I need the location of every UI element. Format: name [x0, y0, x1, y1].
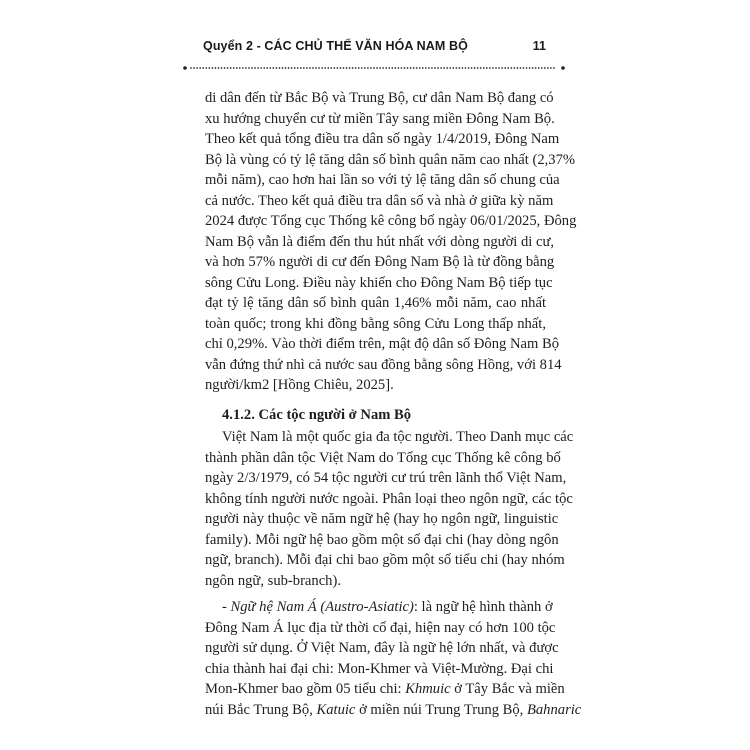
divider-dot	[230, 67, 232, 69]
divider-dot	[489, 67, 491, 69]
divider-dot	[428, 67, 430, 69]
divider-dot	[434, 67, 436, 69]
divider-dot	[340, 67, 342, 69]
divider-dot	[446, 67, 448, 69]
text-span: Mon-Khmer bao gồm 05 tiểu chi:	[205, 681, 406, 697]
divider-dot	[196, 67, 198, 69]
paragraph-migration	[205, 88, 577, 396]
divider-dot	[474, 67, 476, 69]
text-line	[205, 679, 565, 700]
divider-dot	[309, 67, 311, 69]
divider-dot	[407, 67, 409, 69]
text-line: chỉ 0,29%. Vào thời điểm trên, mật độ dân số Đông Nam Bộ	[205, 336, 559, 352]
divider-dot	[413, 67, 415, 69]
text-line: vẫn đứng thứ nhì cả nước sau đồng bằng sông Hồng, với 814	[205, 356, 562, 373]
divider-dot	[422, 67, 424, 69]
divider-dot	[306, 67, 308, 69]
divider-dot	[279, 67, 281, 69]
text-line	[205, 700, 582, 721]
divider-dot	[257, 67, 259, 69]
divider-dot	[361, 67, 363, 69]
divider-dot	[398, 67, 400, 69]
text-line: Nam Bộ vẫn là điểm đến thu hút nhất với dòng người di cư,	[205, 233, 555, 250]
divider-dot	[425, 67, 427, 69]
divider-dot	[410, 67, 412, 69]
text-line: Đông Nam Á lục địa từ thời cổ đại, hiện nay có hơn 100 tộc	[205, 619, 556, 636]
text-line: mỗi năm), cao hơn hai lần so với tỷ lệ tăng dân số chung của	[205, 172, 560, 188]
divider-dot	[221, 67, 223, 69]
divider-dot	[495, 67, 497, 69]
term-katuic: Katuic	[316, 701, 356, 718]
divider-dot	[358, 67, 360, 69]
divider-dot	[465, 67, 467, 69]
text-line: ngôn ngữ, sub-branch).	[205, 572, 341, 589]
divider-dot	[443, 67, 445, 69]
divider-dot	[282, 67, 284, 69]
divider-dot	[561, 66, 565, 70]
divider-dot	[404, 67, 406, 69]
divider-dot	[273, 67, 275, 69]
divider-dot	[416, 67, 418, 69]
divider-dot	[376, 67, 378, 69]
divider-dot	[370, 67, 372, 69]
divider-dot	[318, 67, 320, 69]
text-line: toàn quốc; trong khi đồng bằng sông Cửu Long thấp nhất,	[205, 315, 546, 332]
divider-dot	[535, 67, 537, 69]
divider-dot	[224, 67, 226, 69]
divider-dot	[297, 67, 299, 69]
section-heading: 4.1.2. Các tộc người ở Nam Bộ	[222, 406, 412, 423]
running-header	[203, 37, 546, 61]
divider-dot	[517, 67, 519, 69]
dotted-divider	[183, 66, 565, 70]
divider-dot	[337, 67, 339, 69]
divider-dot	[388, 67, 390, 69]
divider-dot	[526, 67, 528, 69]
divider-dot	[199, 67, 201, 69]
text-line	[205, 597, 553, 618]
divider-dot	[236, 67, 238, 69]
divider-dot	[510, 67, 512, 69]
bullet-dash: -	[222, 599, 231, 615]
divider-dot	[550, 67, 552, 69]
paragraph-ethnic-groups	[205, 427, 574, 591]
term-bahnaric: Bahnaric	[526, 701, 582, 718]
text-line: Theo kết quả tổng điều tra dân số ngày 1/4/2019, Đông Nam	[205, 131, 560, 147]
divider-dot	[327, 67, 329, 69]
text-line: người sử dụng. Ở Việt Nam, đây là ngữ hệ lớn nhất, và được	[205, 640, 559, 656]
divider-dot	[459, 67, 461, 69]
divider-dot	[483, 67, 485, 69]
divider-dot	[312, 67, 314, 69]
divider-dot	[245, 67, 247, 69]
divider-dot	[190, 67, 192, 69]
divider-dot	[401, 67, 403, 69]
divider-dot	[266, 67, 268, 69]
divider-dot	[218, 67, 220, 69]
divider-dot	[480, 67, 482, 69]
divider-dot	[523, 67, 525, 69]
divider-dot	[233, 67, 235, 69]
divider-dot	[440, 67, 442, 69]
divider-dot	[263, 67, 265, 69]
divider-dot	[385, 67, 387, 69]
divider-dot	[529, 67, 531, 69]
text-line: ngày 2/3/1979, có 54 tộc người cư trú trên lãnh thổ Việt Nam,	[205, 470, 567, 486]
divider-dot	[462, 67, 464, 69]
term-austro-asiatic: Ngữ hệ Nam Á (Austro-Asiatic)	[230, 599, 414, 615]
divider-dot	[212, 67, 214, 69]
divider-dot	[346, 67, 348, 69]
divider-dot	[315, 67, 317, 69]
divider-dot	[468, 67, 470, 69]
divider-dot	[330, 67, 332, 69]
text-line: thành phần dân tộc Việt Nam do Tổng cục Thống kê công bố	[205, 449, 561, 466]
divider-dot	[471, 67, 473, 69]
divider-dot	[202, 67, 204, 69]
divider-dot	[334, 67, 336, 69]
divider-dot	[486, 67, 488, 69]
divider-dot	[269, 67, 271, 69]
text-span: ở Tây Bắc và miền	[450, 681, 565, 697]
divider-dot	[276, 67, 278, 69]
divider-dot	[553, 67, 555, 69]
text-line: ngữ, branch). Mỗi đại chi bao gồm một số tiểu chi (hay nhóm	[205, 552, 565, 568]
divider-dot	[513, 67, 515, 69]
divider-dot	[547, 67, 549, 69]
divider-dot	[456, 67, 458, 69]
divider-dot	[227, 67, 229, 69]
divider-dot	[248, 67, 250, 69]
divider-dot	[355, 67, 357, 69]
divider-dot	[285, 67, 287, 69]
divider-dot	[477, 67, 479, 69]
text-line: 2024 được Tổng cục Thống kê công bố ngày 06/01/2025, Đông	[205, 213, 577, 229]
text-line: sông Cửu Long. Điều này khiến cho Đông Nam Bộ tiếp tục	[205, 274, 553, 291]
divider-dot	[538, 67, 540, 69]
divider-dot	[492, 67, 494, 69]
text-line: xu hướng chuyển cư từ miền Tây sang miền Đông Nam Bộ.	[205, 110, 555, 127]
paragraph-austro-asiatic	[205, 597, 582, 720]
divider-dot	[452, 67, 454, 69]
divider-dot	[349, 67, 351, 69]
divider-dot	[324, 67, 326, 69]
text-line: di dân đến từ Bắc Bộ và Trung Bộ, cư dân Nam Bộ đang có	[205, 90, 554, 106]
divider-dot	[382, 67, 384, 69]
divider-dot	[291, 67, 293, 69]
text-line: người/km2 [Hồng Chiêu, 2025].	[205, 377, 394, 393]
divider-dot	[193, 67, 195, 69]
divider-dot	[239, 67, 241, 69]
divider-dot	[520, 67, 522, 69]
divider-dot	[303, 67, 305, 69]
divider-dot	[343, 67, 345, 69]
divider-dot	[437, 67, 439, 69]
text-line: không tính người nước ngoài. Phân loại theo ngôn ngữ, các tộc	[205, 490, 573, 507]
page-number: 11	[532, 39, 546, 53]
text-line: family). Mỗi ngữ hệ bao gồm một số đại chi (hay dòng ngôn	[205, 531, 559, 548]
divider-dot	[183, 66, 187, 70]
divider-dot	[431, 67, 433, 69]
divider-dot	[254, 67, 256, 69]
divider-dot	[391, 67, 393, 69]
divider-dot	[300, 67, 302, 69]
divider-dot	[242, 67, 244, 69]
divider-dot	[215, 67, 217, 69]
text-line: cả nước. Theo kết quả điều tra dân số và nhà ở giữa kỳ năm	[205, 192, 554, 209]
divider-dot	[498, 67, 500, 69]
divider-dot	[504, 67, 506, 69]
divider-dot	[364, 67, 366, 69]
divider-dot	[373, 67, 375, 69]
divider-dot	[419, 67, 421, 69]
divider-dot	[379, 67, 381, 69]
divider-dot	[294, 67, 296, 69]
divider-dot	[205, 67, 207, 69]
running-header-title: Quyển 2 - CÁC CHỦ THỂ VĂN HÓA NAM BỘ	[203, 39, 468, 53]
divider-dot	[288, 67, 290, 69]
divider-dot	[501, 67, 503, 69]
body-text	[205, 88, 582, 720]
divider-dot	[544, 67, 546, 69]
divider-dot	[367, 67, 369, 69]
text-line: và hơn 57% người di cư đến Đông Nam Bộ là từ đồng bằng	[205, 254, 555, 270]
divider-dot	[321, 67, 323, 69]
divider-dot	[208, 67, 210, 69]
text-span: : là ngữ hệ hình thành ở	[413, 599, 553, 615]
divider-dot	[507, 67, 509, 69]
divider-dot	[532, 67, 534, 69]
divider-dot	[260, 67, 262, 69]
divider-dot	[251, 67, 253, 69]
text-line: Việt Nam là một quốc gia đa tộc người. Theo Danh mục các	[222, 429, 574, 445]
text-span: núi Bắc Trung Bộ,	[205, 701, 317, 718]
divider-dot	[352, 67, 354, 69]
divider-dot	[449, 67, 451, 69]
divider-dot	[395, 67, 397, 69]
text-line: Bộ là vùng có tỷ lệ tăng dân số bình quân năm cao nhất (2,37%	[205, 151, 576, 168]
text-line: chia thành hai đại chi: Mon-Khmer và Việt-Mường. Đại chi	[205, 660, 554, 677]
divider-dot	[541, 67, 543, 69]
term-khmuic: Khmuic	[405, 681, 451, 697]
text-span: ở miền núi Trung Trung Bộ,	[355, 701, 527, 718]
text-line: người này thuộc về năm ngữ hệ (hay họ ngôn ngữ, linguistic	[205, 511, 559, 527]
text-line: đạt tỷ lệ tăng dân số bình quân 1,46% mỗi năm, cao nhất	[205, 295, 546, 311]
